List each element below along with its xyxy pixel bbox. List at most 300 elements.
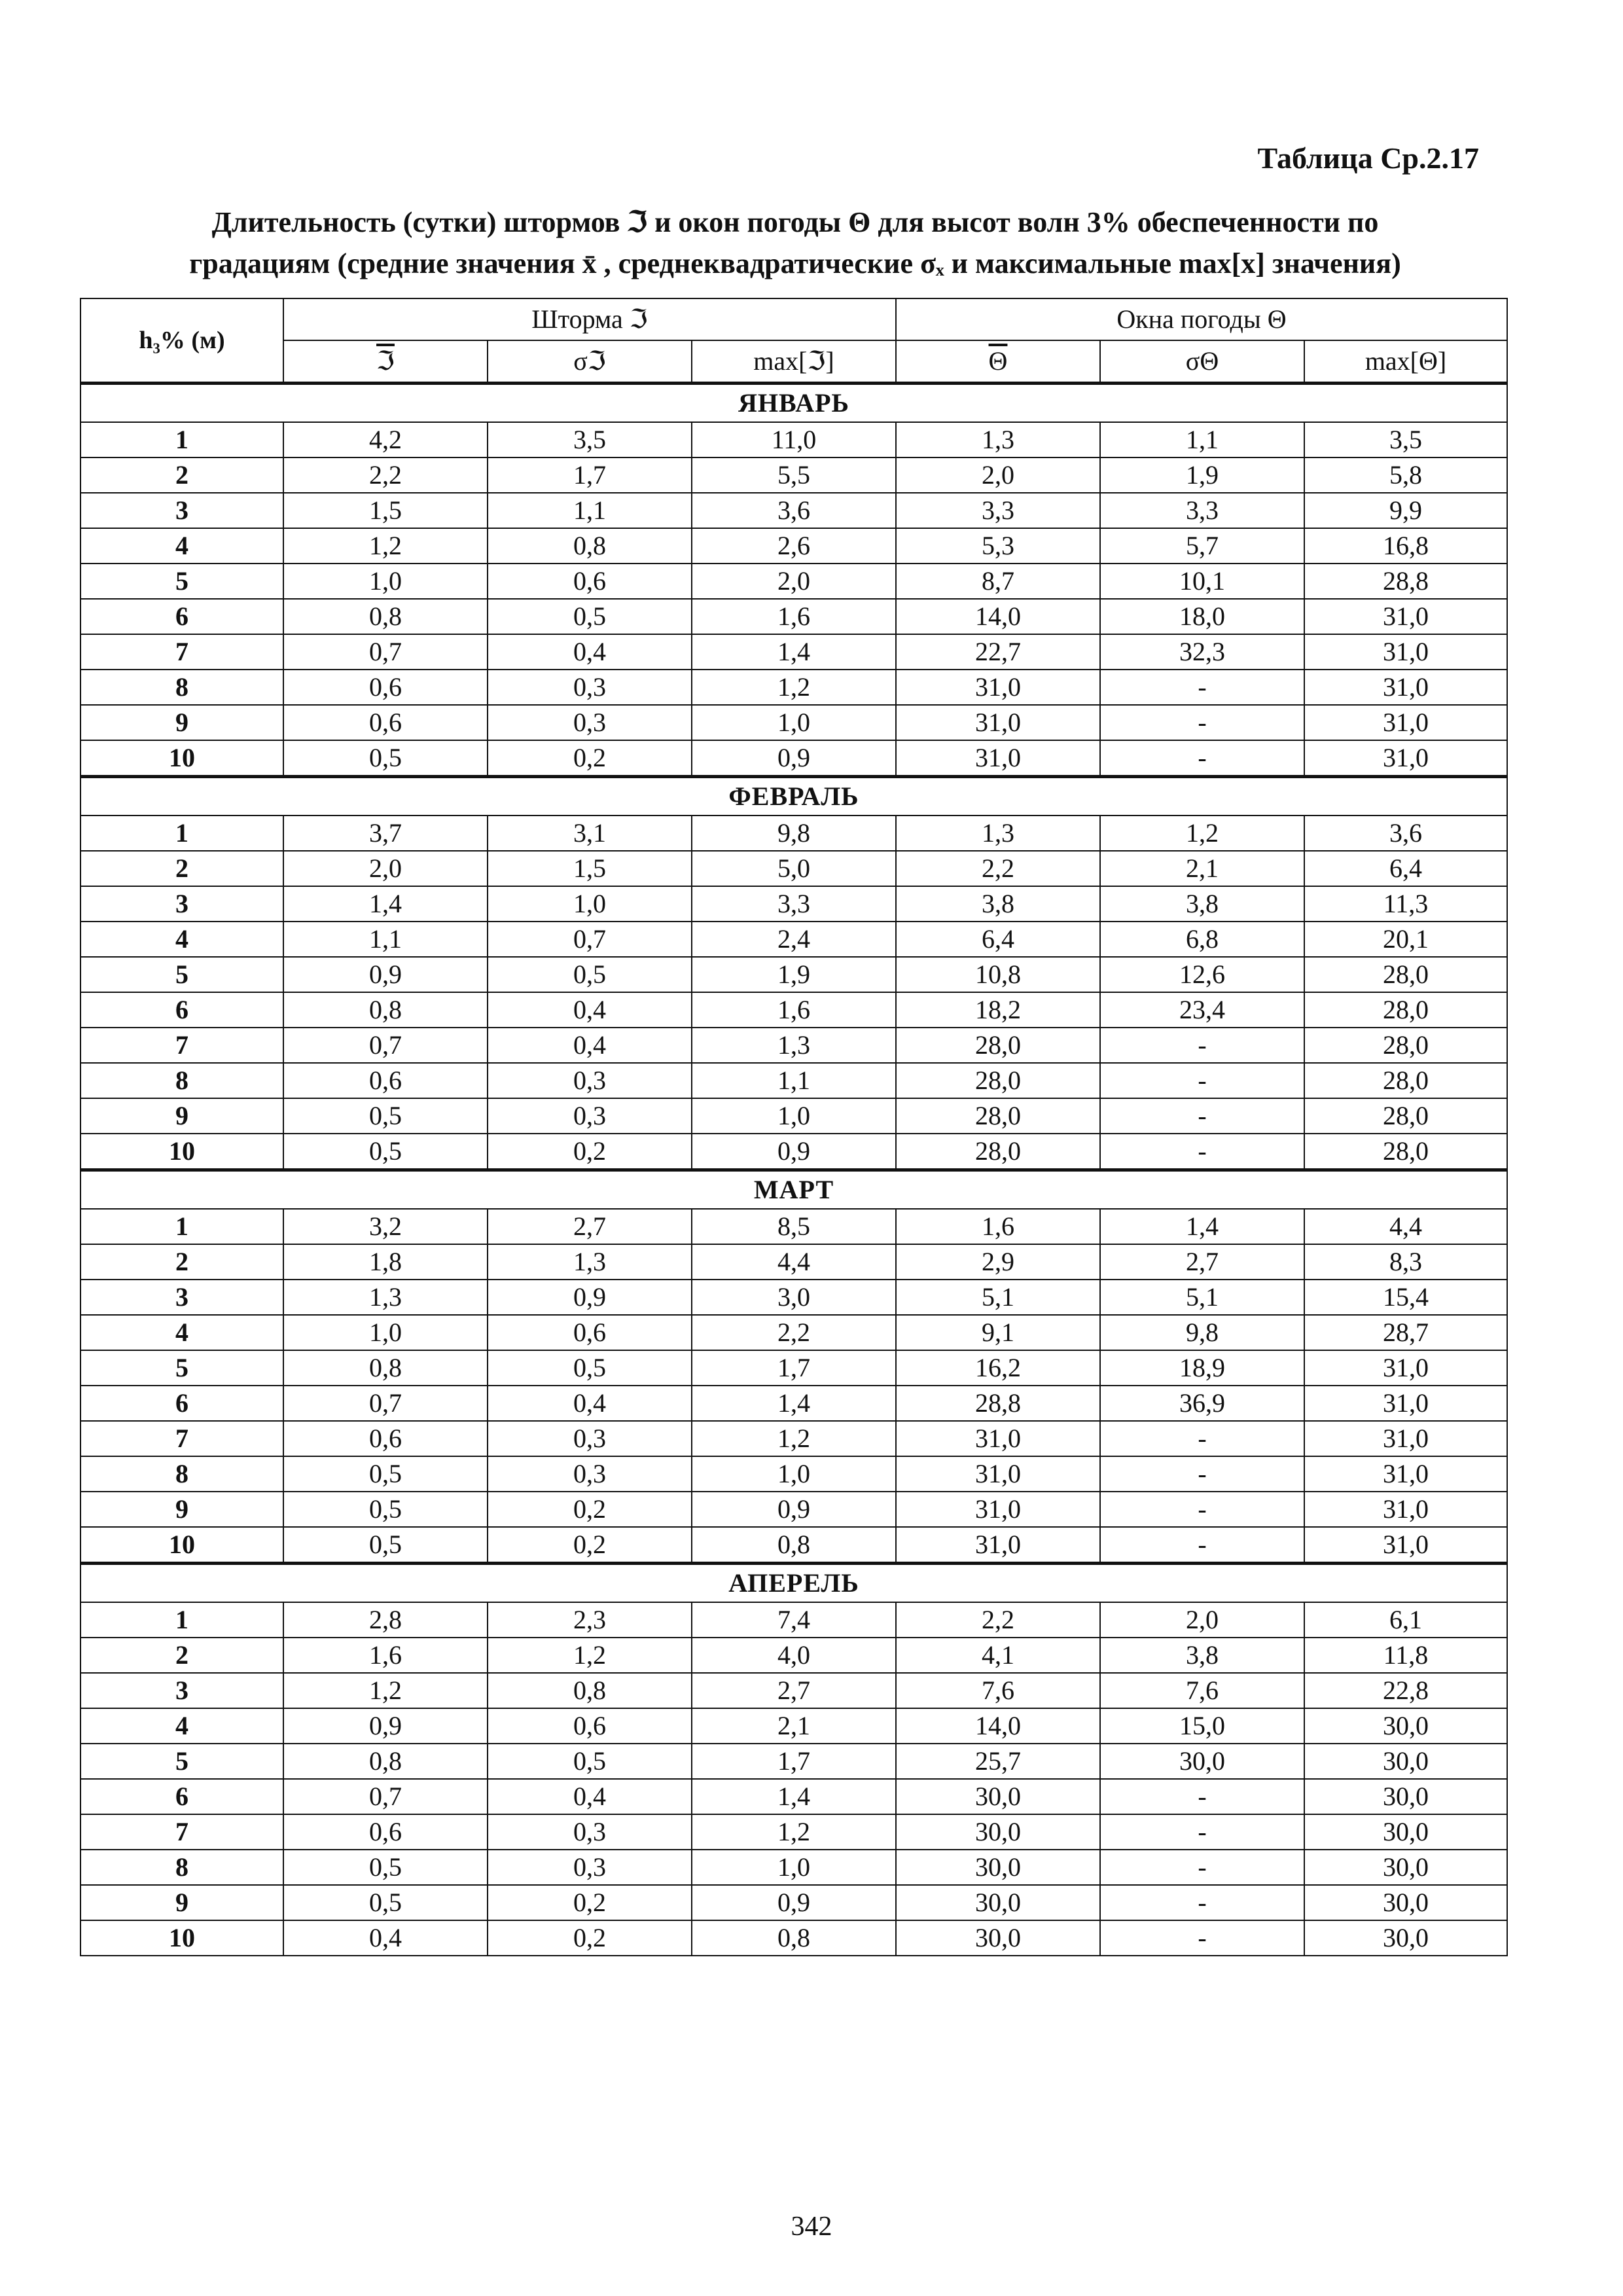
storm-sigma-cell: 0,5: [488, 599, 692, 634]
storm-sigma-cell: 0,3: [488, 1421, 692, 1456]
window-max-cell: 30,0: [1304, 1708, 1507, 1744]
storm-mean-cell: 1,1: [283, 922, 488, 957]
window-max-cell: 15,4: [1304, 1280, 1507, 1315]
window-max-cell: 5,8: [1304, 457, 1507, 493]
window-mean-cell: 9,1: [896, 1315, 1100, 1350]
window-mean-cell: 28,0: [896, 1098, 1100, 1134]
window-sigma-cell: 3,8: [1100, 886, 1304, 922]
gradation-cell: 5: [80, 1744, 283, 1779]
window-max-cell: 28,0: [1304, 1134, 1507, 1170]
window-mean-cell: 28,0: [896, 1063, 1100, 1098]
table-row: [80, 457, 1507, 493]
storm-sigma-cell: 0,3: [488, 1814, 692, 1850]
window-mean-cell: 30,0: [896, 1920, 1100, 1956]
table-row: [80, 1350, 1507, 1386]
window-sigma-cell: 2,7: [1100, 1244, 1304, 1280]
storm-max-cell: 0,9: [692, 740, 896, 777]
month-name: ЯНВАРЬ: [80, 384, 1507, 423]
table-row: [80, 1028, 1507, 1063]
table-row: [80, 1244, 1507, 1280]
storm-max-cell: 0,9: [692, 1492, 896, 1527]
storm-sigma-cell: 0,2: [488, 1134, 692, 1170]
window-max-cell: 28,0: [1304, 1028, 1507, 1063]
storm-mean-cell: 0,9: [283, 1708, 488, 1744]
window-sigma-cell: -: [1100, 1421, 1304, 1456]
storm-mean-cell: 0,5: [283, 1885, 488, 1920]
table-number: Таблица Ср.2.17: [1257, 141, 1479, 175]
window-mean-cell: 31,0: [896, 705, 1100, 740]
table-row: [80, 1134, 1507, 1170]
storm-max-cell: 1,0: [692, 1850, 896, 1885]
storm-mean-cell: 0,5: [283, 1850, 488, 1885]
storm-sigma-cell: 2,7: [488, 1209, 692, 1244]
window-sigma-cell: 5,7: [1100, 528, 1304, 564]
window-max-cell: 30,0: [1304, 1814, 1507, 1850]
window-mean-cell: 3,3: [896, 493, 1100, 528]
window-sigma-cell: 18,9: [1100, 1350, 1304, 1386]
storm-sigma-cell: 3,5: [488, 422, 692, 457]
window-mean-cell: 30,0: [896, 1850, 1100, 1885]
gradation-cell: 9: [80, 1492, 283, 1527]
window-mean-cell: 18,2: [896, 992, 1100, 1028]
window-max-cell: 31,0: [1304, 1350, 1507, 1386]
window-sigma-cell: 10,1: [1100, 564, 1304, 599]
window-max-cell: 20,1: [1304, 922, 1507, 957]
month-header-row: [80, 384, 1507, 423]
table-row: [80, 564, 1507, 599]
window-sigma-cell: 32,3: [1100, 634, 1304, 670]
storm-max-cell: 1,0: [692, 705, 896, 740]
gradation-cell: 3: [80, 1280, 283, 1315]
storm-mean-cell: 1,2: [283, 528, 488, 564]
window-sigma-cell: 30,0: [1100, 1744, 1304, 1779]
storm-max-cell: 1,0: [692, 1098, 896, 1134]
window-sigma-header: σΘ: [1100, 340, 1304, 384]
storm-sigma-cell: 1,3: [488, 1244, 692, 1280]
storm-sigma-cell: 0,4: [488, 634, 692, 670]
window-sigma-cell: 1,9: [1100, 457, 1304, 493]
window-sigma-cell: 5,1: [1100, 1280, 1304, 1315]
table-row: [80, 634, 1507, 670]
table-row: [80, 528, 1507, 564]
window-mean-cell: 5,1: [896, 1280, 1100, 1315]
storm-sigma-cell: 1,7: [488, 457, 692, 493]
storm-max-cell: 4,4: [692, 1244, 896, 1280]
storm-mean-cell: 1,4: [283, 886, 488, 922]
window-mean-cell: 1,3: [896, 816, 1100, 851]
storm-mean-cell: 0,5: [283, 1134, 488, 1170]
storm-max-cell: 2,0: [692, 564, 896, 599]
gradation-cell: 10: [80, 1134, 283, 1170]
gradation-cell: 2: [80, 1244, 283, 1280]
storm-sigma-cell: 0,3: [488, 1456, 692, 1492]
window-sigma-cell: -: [1100, 1527, 1304, 1564]
window-max-cell: 31,0: [1304, 599, 1507, 634]
window-mean-cell: 31,0: [896, 670, 1100, 705]
storm-max-cell: 5,5: [692, 457, 896, 493]
gradation-cell: 4: [80, 1315, 283, 1350]
storm-max-cell: 3,3: [692, 886, 896, 922]
window-sigma-cell: 2,0: [1100, 1602, 1304, 1638]
storm-sigma-cell: 0,9: [488, 1280, 692, 1315]
month-header-row: [80, 777, 1507, 816]
window-mean-cell: 1,3: [896, 422, 1100, 457]
storm-max-cell: 2,6: [692, 528, 896, 564]
window-sigma-cell: -: [1100, 1779, 1304, 1814]
window-sigma-cell: 9,8: [1100, 1315, 1304, 1350]
gradation-cell: 7: [80, 1028, 283, 1063]
storm-mean-cell: 1,3: [283, 1280, 488, 1315]
window-max-cell: 28,0: [1304, 992, 1507, 1028]
window-sigma-cell: -: [1100, 1814, 1304, 1850]
window-mean-cell: 2,2: [896, 851, 1100, 886]
storm-mean-cell: 0,5: [283, 1098, 488, 1134]
table-row: [80, 740, 1507, 777]
table-row: [80, 1638, 1507, 1673]
window-max-cell: 30,0: [1304, 1744, 1507, 1779]
storm-sigma-cell: 0,5: [488, 957, 692, 992]
window-max-cell: 11,3: [1304, 886, 1507, 922]
window-max-cell: 3,6: [1304, 816, 1507, 851]
storm-max-cell: 1,2: [692, 1421, 896, 1456]
window-sigma-cell: 15,0: [1100, 1708, 1304, 1744]
storm-mean-cell: 3,7: [283, 816, 488, 851]
window-sigma-cell: -: [1100, 1920, 1304, 1956]
gradation-cell: 1: [80, 1602, 283, 1638]
window-mean-cell: 3,8: [896, 886, 1100, 922]
table-row: [80, 886, 1507, 922]
table-row: [80, 1814, 1507, 1850]
window-mean-cell: 2,0: [896, 457, 1100, 493]
window-max-cell: 16,8: [1304, 528, 1507, 564]
table-row: [80, 851, 1507, 886]
window-sigma-cell: -: [1100, 1028, 1304, 1063]
storm-mean-cell: 0,8: [283, 1350, 488, 1386]
window-max-cell: 31,0: [1304, 740, 1507, 777]
storm-max-cell: 7,4: [692, 1602, 896, 1638]
window-sigma-cell: 6,8: [1100, 922, 1304, 957]
window-sigma-cell: -: [1100, 705, 1304, 740]
window-sigma-cell: 1,4: [1100, 1209, 1304, 1244]
storm-max-cell: 2,4: [692, 922, 896, 957]
window-mean-cell: 31,0: [896, 1492, 1100, 1527]
storm-sigma-cell: 0,3: [488, 1098, 692, 1134]
storm-max-cell: 1,4: [692, 1386, 896, 1421]
gradation-cell: 9: [80, 1098, 283, 1134]
storm-mean-cell: 0,4: [283, 1920, 488, 1956]
gradation-cell: 6: [80, 1779, 283, 1814]
window-max-cell: 22,8: [1304, 1673, 1507, 1708]
gradation-cell: 2: [80, 457, 283, 493]
storm-mean-cell: 0,7: [283, 1779, 488, 1814]
table-row: [80, 1850, 1507, 1885]
storm-sigma-cell: 0,4: [488, 992, 692, 1028]
window-sigma-cell: -: [1100, 1063, 1304, 1098]
storm-mean-cell: 0,8: [283, 992, 488, 1028]
storm-mean-cell: 0,6: [283, 1063, 488, 1098]
caption-line-2: градациям (средние значения x̄ , среднеквадратические σₓ и максимальные max[x] значения): [189, 247, 1401, 279]
window-mean-cell: 28,0: [896, 1134, 1100, 1170]
storm-mean-cell: 0,6: [283, 1421, 488, 1456]
storm-max-header: max[ℑ]: [692, 340, 896, 384]
window-mean-cell: 4,1: [896, 1638, 1100, 1673]
table-row: [80, 1386, 1507, 1421]
month-header-row: [80, 1564, 1507, 1603]
month-name: МАРТ: [80, 1170, 1507, 1210]
storm-sigma-cell: 0,8: [488, 528, 692, 564]
storm-mean-cell: 0,6: [283, 670, 488, 705]
gradation-cell: 9: [80, 705, 283, 740]
storm-max-cell: 8,5: [692, 1209, 896, 1244]
weather-windows-group-header: Окна погоды Θ: [896, 298, 1507, 340]
window-max-cell: 28,8: [1304, 564, 1507, 599]
window-mean-cell: 5,3: [896, 528, 1100, 564]
table-row: [80, 1280, 1507, 1315]
storm-sigma-cell: 1,5: [488, 851, 692, 886]
window-max-cell: 6,1: [1304, 1602, 1507, 1638]
storm-mean-cell: 0,7: [283, 1028, 488, 1063]
gradation-cell: 7: [80, 1814, 283, 1850]
window-max-cell: 4,4: [1304, 1209, 1507, 1244]
window-mean-cell: 31,0: [896, 1527, 1100, 1564]
window-sigma-cell: -: [1100, 740, 1304, 777]
window-sigma-cell: 7,6: [1100, 1673, 1304, 1708]
gradation-cell: 1: [80, 1209, 283, 1244]
table-row: [80, 1708, 1507, 1744]
storm-max-cell: 2,2: [692, 1315, 896, 1350]
window-max-cell: 31,0: [1304, 670, 1507, 705]
window-max-cell: 3,5: [1304, 422, 1507, 457]
storm-mean-cell: 2,0: [283, 851, 488, 886]
window-mean-cell: 2,9: [896, 1244, 1100, 1280]
storm-sigma-cell: 0,8: [488, 1673, 692, 1708]
gradation-cell: 10: [80, 740, 283, 777]
window-mean-cell: 28,0: [896, 1028, 1100, 1063]
window-mean-cell: 30,0: [896, 1814, 1100, 1850]
storm-max-cell: 1,0: [692, 1456, 896, 1492]
storm-mean-cell: 0,8: [283, 599, 488, 634]
storm-sigma-cell: 0,4: [488, 1386, 692, 1421]
window-mean-header: $\overline{\Theta}$: [896, 340, 1100, 384]
wave-height-header: h₃% (м): [80, 298, 283, 384]
storm-sigma-cell: 0,3: [488, 670, 692, 705]
window-mean-cell: 16,2: [896, 1350, 1100, 1386]
storm-max-cell: 1,3: [692, 1028, 896, 1063]
gradation-cell: 1: [80, 422, 283, 457]
table-body: [80, 384, 1507, 1956]
table-row: [80, 1421, 1507, 1456]
table-row: [80, 493, 1507, 528]
window-sigma-cell: 12,6: [1100, 957, 1304, 992]
storm-max-cell: 2,7: [692, 1673, 896, 1708]
storm-sigma-cell: 2,3: [488, 1602, 692, 1638]
storm-mean-cell: 1,6: [283, 1638, 488, 1673]
storm-mean-cell: 1,8: [283, 1244, 488, 1280]
gradation-cell: 5: [80, 1350, 283, 1386]
storm-max-cell: 3,6: [692, 493, 896, 528]
storm-sigma-cell: 0,6: [488, 1315, 692, 1350]
window-sigma-cell: -: [1100, 1456, 1304, 1492]
window-sigma-cell: 23,4: [1100, 992, 1304, 1028]
gradation-cell: 2: [80, 1638, 283, 1673]
window-sigma-cell: -: [1100, 1098, 1304, 1134]
gradation-cell: 9: [80, 1885, 283, 1920]
window-max-cell: 8,3: [1304, 1244, 1507, 1280]
gradation-cell: 8: [80, 670, 283, 705]
table-row: [80, 1602, 1507, 1638]
window-max-cell: 31,0: [1304, 1386, 1507, 1421]
window-sigma-cell: 3,8: [1100, 1638, 1304, 1673]
storm-sigma-cell: 0,6: [488, 564, 692, 599]
storm-max-cell: 1,6: [692, 599, 896, 634]
window-sigma-cell: -: [1100, 670, 1304, 705]
window-mean-cell: 31,0: [896, 1456, 1100, 1492]
storm-sigma-cell: 1,2: [488, 1638, 692, 1673]
table-row: [80, 957, 1507, 992]
storm-max-cell: 11,0: [692, 422, 896, 457]
gradation-cell: 8: [80, 1063, 283, 1098]
window-sigma-cell: 3,3: [1100, 493, 1304, 528]
storm-mean-cell: 0,5: [283, 1527, 488, 1564]
storm-max-cell: 0,8: [692, 1527, 896, 1564]
table-row: [80, 1779, 1507, 1814]
table-row: [80, 1209, 1507, 1244]
window-mean-cell: 31,0: [896, 740, 1100, 777]
storm-max-cell: 3,0: [692, 1280, 896, 1315]
gradation-cell: 5: [80, 957, 283, 992]
month-header-row: [80, 1170, 1507, 1210]
table-row: [80, 992, 1507, 1028]
window-mean-cell: 6,4: [896, 922, 1100, 957]
storms-group-header: Шторма ℑ: [283, 298, 896, 340]
storm-max-cell: 1,4: [692, 1779, 896, 1814]
storm-sigma-cell: 0,5: [488, 1744, 692, 1779]
storm-max-cell: 5,0: [692, 851, 896, 886]
gradation-cell: 7: [80, 1421, 283, 1456]
month-name: АПЕРЕЛЬ: [80, 1564, 1507, 1603]
storm-max-cell: 1,4: [692, 634, 896, 670]
window-mean-cell: 30,0: [896, 1779, 1100, 1814]
window-max-cell: 31,0: [1304, 705, 1507, 740]
month-name: ФЕВРАЛЬ: [80, 777, 1507, 816]
storm-mean-cell: 2,2: [283, 457, 488, 493]
window-max-cell: 31,0: [1304, 1492, 1507, 1527]
gradation-cell: 1: [80, 816, 283, 851]
storm-sigma-cell: 0,6: [488, 1708, 692, 1744]
table-row: [80, 599, 1507, 634]
storm-mean-cell: 3,2: [283, 1209, 488, 1244]
window-mean-cell: 2,2: [896, 1602, 1100, 1638]
storm-max-cell: 1,7: [692, 1744, 896, 1779]
storm-max-cell: 0,8: [692, 1920, 896, 1956]
table-row: [80, 1885, 1507, 1920]
storm-max-cell: 0,9: [692, 1134, 896, 1170]
window-mean-cell: 7,6: [896, 1673, 1100, 1708]
window-max-cell: 9,9: [1304, 493, 1507, 528]
window-mean-cell: 10,8: [896, 957, 1100, 992]
storm-max-cell: 1,7: [692, 1350, 896, 1386]
window-sigma-cell: 1,2: [1100, 816, 1304, 851]
window-sigma-cell: -: [1100, 1885, 1304, 1920]
table-caption: [98, 202, 1492, 284]
storm-sigma-cell: 0,4: [488, 1028, 692, 1063]
window-max-cell: 28,7: [1304, 1315, 1507, 1350]
storm-mean-cell: 1,5: [283, 493, 488, 528]
gradation-cell: 6: [80, 599, 283, 634]
storm-mean-cell: 1,2: [283, 1673, 488, 1708]
window-max-cell: 31,0: [1304, 634, 1507, 670]
storm-mean-header: ℑ: [283, 340, 488, 384]
storm-sigma-cell: 0,2: [488, 1492, 692, 1527]
window-mean-cell: 1,6: [896, 1209, 1100, 1244]
table-row: [80, 1920, 1507, 1956]
storm-sigma-cell: 0,4: [488, 1779, 692, 1814]
window-mean-cell: 30,0: [896, 1885, 1100, 1920]
window-mean-cell: 14,0: [896, 1708, 1100, 1744]
window-max-cell: 28,0: [1304, 957, 1507, 992]
table-row: [80, 1744, 1507, 1779]
table-row: [80, 422, 1507, 457]
table-row: [80, 1527, 1507, 1564]
storm-mean-cell: 0,6: [283, 705, 488, 740]
gradation-cell: 6: [80, 992, 283, 1028]
window-max-cell: 31,0: [1304, 1527, 1507, 1564]
gradation-cell: 4: [80, 922, 283, 957]
gradation-cell: 6: [80, 1386, 283, 1421]
gradation-cell: 4: [80, 1708, 283, 1744]
storm-mean-cell: 0,9: [283, 957, 488, 992]
window-sigma-cell: -: [1100, 1134, 1304, 1170]
window-max-cell: 30,0: [1304, 1920, 1507, 1956]
window-max-cell: 6,4: [1304, 851, 1507, 886]
window-max-cell: 28,0: [1304, 1063, 1507, 1098]
gradation-cell: 4: [80, 528, 283, 564]
window-mean-cell: 8,7: [896, 564, 1100, 599]
storm-max-cell: 2,1: [692, 1708, 896, 1744]
storm-max-cell: 1,2: [692, 1814, 896, 1850]
gradation-cell: 3: [80, 493, 283, 528]
table-row: [80, 816, 1507, 851]
storm-mean-cell: 0,5: [283, 1492, 488, 1527]
window-mean-cell: 14,0: [896, 599, 1100, 634]
window-max-cell: 31,0: [1304, 1421, 1507, 1456]
table-row: [80, 1456, 1507, 1492]
storm-mean-cell: 0,6: [283, 1814, 488, 1850]
window-mean-cell: 31,0: [896, 1421, 1100, 1456]
table-row: [80, 705, 1507, 740]
storm-mean-cell: 2,8: [283, 1602, 488, 1638]
gradation-cell: 2: [80, 851, 283, 886]
page-number: 342: [791, 2212, 832, 2242]
storm-duration-table: [80, 298, 1508, 1956]
table-row: [80, 922, 1507, 957]
window-sigma-cell: 2,1: [1100, 851, 1304, 886]
storm-sigma-cell: 1,1: [488, 493, 692, 528]
storm-sigma-cell: 0,3: [488, 1850, 692, 1885]
storm-max-cell: 1,2: [692, 670, 896, 705]
table-row: [80, 670, 1507, 705]
storm-max-cell: 1,6: [692, 992, 896, 1028]
window-max-header: max[Θ]: [1304, 340, 1507, 384]
storm-sigma-cell: 0,5: [488, 1350, 692, 1386]
storm-max-cell: 0,9: [692, 1885, 896, 1920]
storm-sigma-cell: 0,3: [488, 705, 692, 740]
window-sigma-cell: -: [1100, 1492, 1304, 1527]
gradation-cell: 3: [80, 886, 283, 922]
gradation-cell: 10: [80, 1920, 283, 1956]
storm-mean-cell: 0,5: [283, 740, 488, 777]
gradation-cell: 8: [80, 1456, 283, 1492]
